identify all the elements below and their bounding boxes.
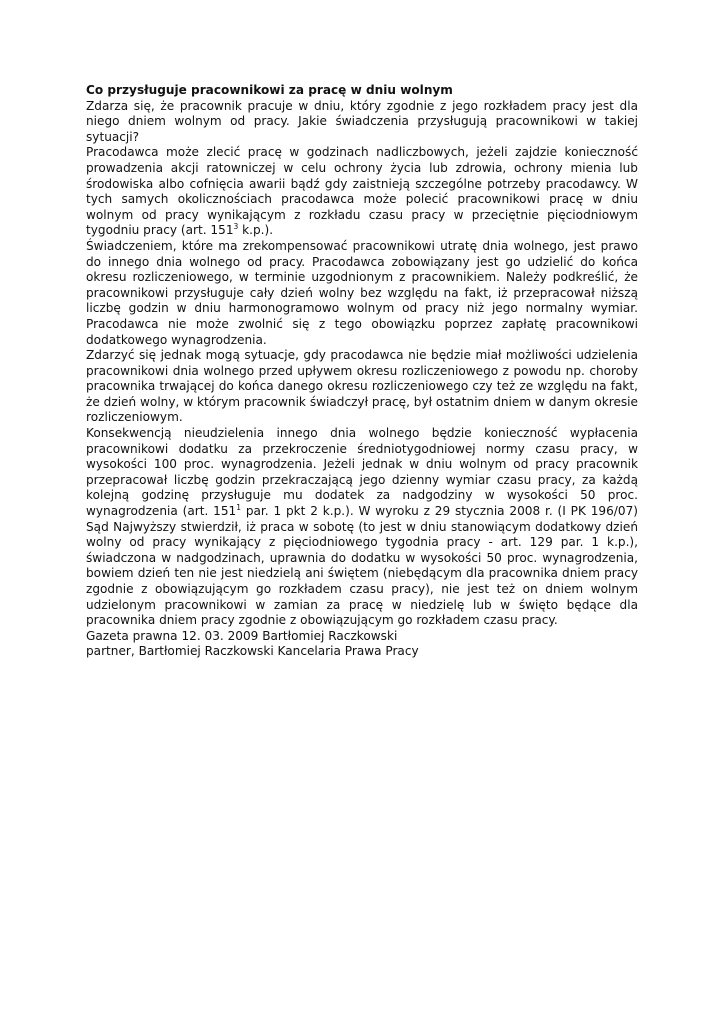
- paragraph-text: Świadczeniem, które ma zrekompensować pracownikowi utratę dnia wolnego, jest prawo do innego dnia wolnego od pracy. Pracodawca zobowiązany jest go udzielić do końca okresu rozliczeniowego, w terminie uzgodnionym z pracownikiem. Należy podkreślić, że pracownikowi przysługuje cały dzień wolny bez względu na fakt, iż przepracował niższą liczbę godzin w dniu harmonogramowo wolnym od pracy niż jego normalny wymiar. Pracodawca nie może zwolnić się z tego obowiązku poprzez zapłatę pracownikowi dodatkowego wynagrodzenia.: [86, 238, 638, 347]
- paragraph-text: Zdarzyć się jednak mogą sytuacje, gdy pracodawca nie będzie miał możliwości udzielenia pracownikowi dnia wolnego przed upływem okresu rozliczeniowego z powodu np. choroby pracownika trwającej do końca danego okresu rozliczeniowego czy też ze względu na fakt, że dzień wolny, w którym pracownik świadczył pracę, był ostatnim dniem w danym okresie rozliczeniowym.: [86, 348, 638, 425]
- article-paragraph: [86, 99, 638, 146]
- document-page: [86, 83, 638, 660]
- paragraph-text: Konsekwencją nieudzielenia innego dnia wolnego będzie konieczność wypłacenia pracownikowi dodatku za przekroczenie średniotygodniowej normy czasu pracy, w wysokości 100 proc. wynagrodzenia. Jeżeli jednak w dniu wolnym od pracy pracownik przepracował liczbę godzin przekraczającą jego dzienny wymiar czasu pracy, za każdą kolejną godzinę przysługuje mu dodatek za nadgodziny w wysokości 50 proc. wynagrodzenia (art. 151: [86, 426, 638, 519]
- paragraph-text: Zdarza się, że pracownik pracuje w dniu, który zgodnie z jego rozkładem pracy jest dla niego dniem wolnym od pracy. Jakie świadczenia przysługują pracownikowi w takiej sytuacji?: [86, 98, 638, 144]
- article-title: Co przysługuje pracownikowi za pracę w dniu wolnym: [86, 83, 453, 97]
- paragraph-text: k.p.).: [238, 223, 274, 238]
- article-paragraph: [86, 145, 638, 239]
- article-superscript: 3: [233, 222, 239, 232]
- article-body: [86, 99, 638, 629]
- paragraph-text: par. 1 pkt 2 k.p.). W wyroku z 29 stycznia 2008 r. (I PK 196/07) Sąd Najwyższy stwierdził, iż praca w sobotę (to jest w dniu stanowiącym dodatkowy dzień wolny od pracy wynikający z pięciodniowego tygodnia pracy - art. 129 par. 1 k.p.), świadczona w nadgodzinach, uprawnia do dodatku w wysokości 50 proc. wynagrodzenia, bowiem dzień ten nie jest niedzielą ani świętem (niebędącym dla pracownika dniem pracy zgodnie z obowiązującym go rozkładem czasu pracy), nie jest też on dniem wolnym udzielonym pracownikowi w zamian za pracę w niedzielę lub w święto będące dla pracownika dniem pracy zgodnie z obowiązującym go rozkładem czasu pracy.: [86, 504, 638, 628]
- paragraph-text: Pracodawca może zlecić pracę w godzinach nadliczbowych, jeżeli zajdzie konieczność prowadzenia akcji ratowniczej w celu ochrony życia lub zdrowia, ochrony mienia lub środowiska albo cofnięcia awarii bądź gdy zaistnieją szczególne potrzeby pracodawcy. W tych samych okolicznościach pracodawca może polecić pracownikowi pracę w dniu wolnym od pracy wynikającym z rozkładu czasu pracy w przeciętnie pięciodniowym tygodniu pracy (art. 151: [86, 145, 638, 238]
- source-line: Gazeta prawna 12. 03. 2009 Bartłomiej Raczkowski: [86, 628, 398, 643]
- article-paragraph: [86, 426, 638, 629]
- article-paragraph: [86, 348, 638, 426]
- article-superscript: 1: [236, 503, 242, 512]
- article-paragraph: [86, 239, 638, 348]
- author-line: partner, Bartłomiej Raczkowski Kancelaria Prawa Pracy: [86, 644, 419, 659]
